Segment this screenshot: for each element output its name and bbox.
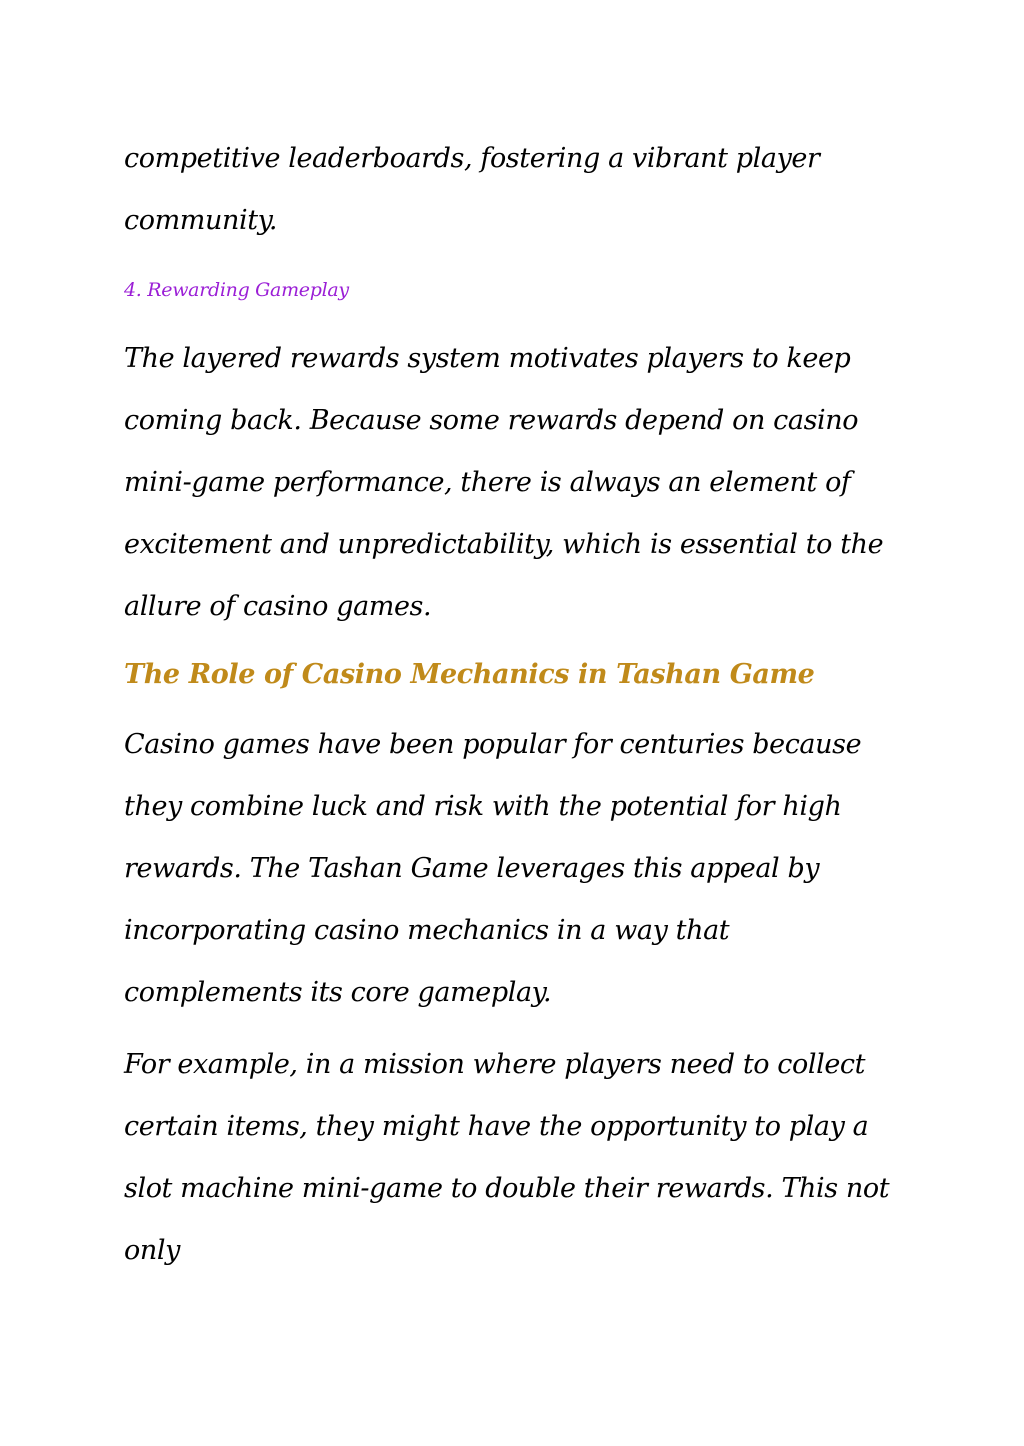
paragraph-example: For example, in a mission where players need to collect certain items, they might have the opportunity to play a slot machine mini-game to double their rewards. This not only: [124, 1049, 890, 1266]
heading-casino-mechanics: The Role of Casino Mechanics in Tashan Game: [124, 659, 815, 690]
paragraph-gap: [124, 1024, 904, 1034]
paragraph-intro-end: competitive leaderboards, fostering a vibrant player community.: [124, 143, 820, 236]
paragraph-rewards-system: The layered rewards system motivates players to keep coming back. Because some rewards depend on casino mini-game performance, there is always an element of excitement and unpredictability, which is essential to the allure of casino games.: [124, 343, 884, 622]
subheading-rewarding-gameplay: 4. Rewarding Gameplay: [124, 279, 349, 301]
document-content: [124, 128, 904, 1282]
paragraph-casino-appeal: Casino games have been popular for centuries because they combine luck and risk with the potential for high rewards. The Tashan Game leverages this appeal by incorporating casino mechanics in a way that complements its core gameplay.: [124, 729, 862, 1008]
